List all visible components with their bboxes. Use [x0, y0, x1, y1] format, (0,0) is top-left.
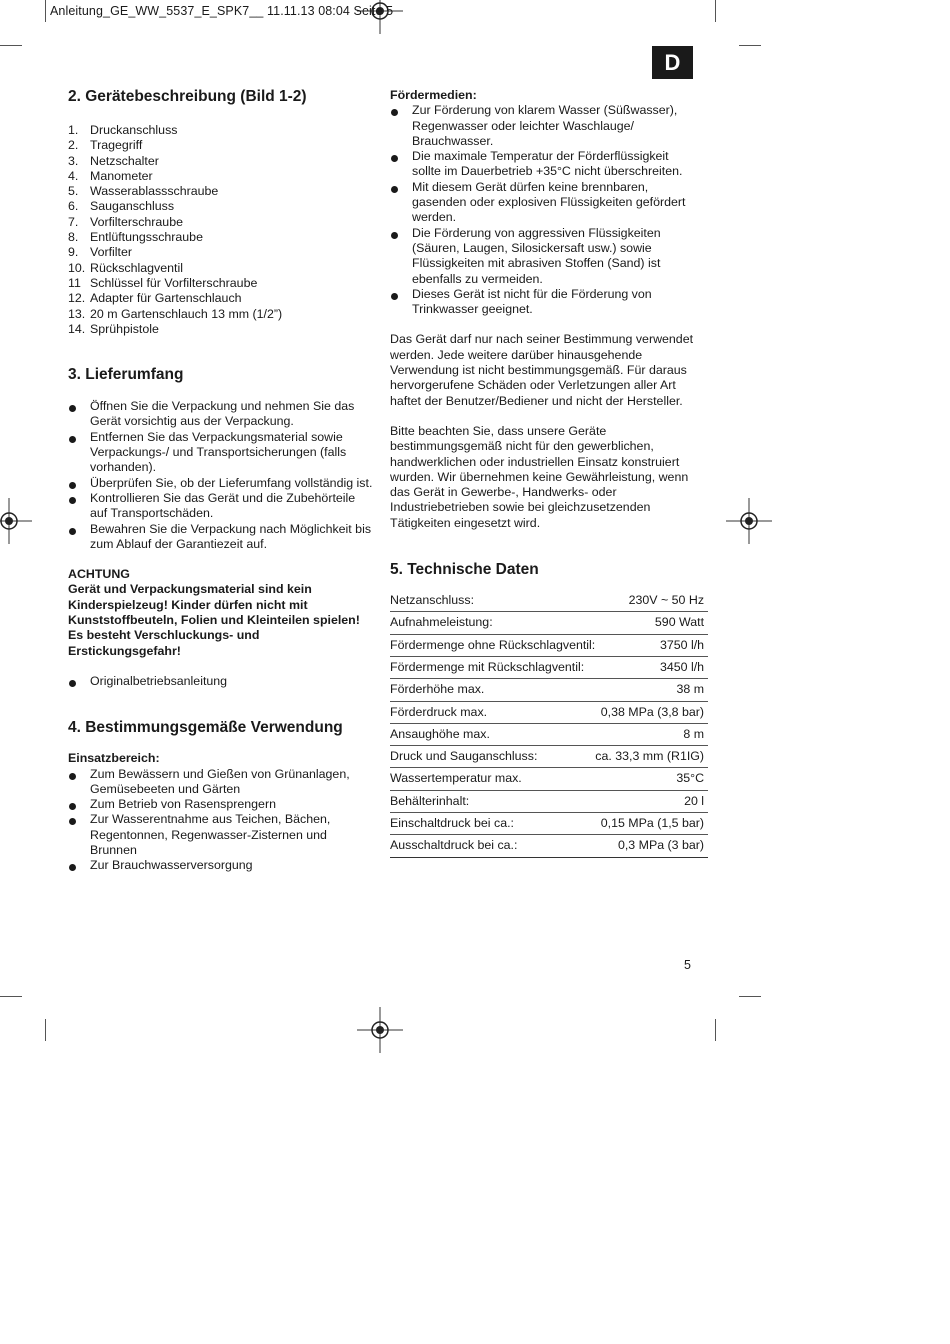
- table-row: [390, 746, 708, 768]
- list-item: [68, 291, 373, 306]
- item-number: 7.: [68, 214, 79, 229]
- list-item: Mit diesem Gerät dürfen keine brennbaren, gasenden oder explosiven Flüssigkeiten gefördert werden.: [390, 180, 694, 226]
- crop-mark: [0, 45, 22, 46]
- list-item: [68, 276, 373, 291]
- item-number: 3.: [68, 153, 79, 168]
- item-label: Schlüssel für Vorfilterschraube: [90, 275, 258, 290]
- spec-value: 35°C: [595, 768, 708, 790]
- item-label: Tragegriff: [90, 138, 143, 153]
- item-number: 14.: [68, 321, 86, 336]
- item-label: Vorfilterschraube: [90, 214, 183, 229]
- page-number: 5: [684, 958, 691, 972]
- list-item: [68, 169, 373, 184]
- spec-value: 0,3 MPa (3 bar): [595, 835, 708, 857]
- item-label: Rückschlagventil: [90, 260, 183, 275]
- item-label: Druckanschluss: [90, 123, 178, 137]
- list-item: Die Förderung von aggressiven Flüssigkeiten (Säuren, Laugen, Silosickersaft usw.) sowie Flüssigkeiten mit abrasiven Stoffen (Sand) ist ebenfalls zu vermeiden.: [390, 226, 694, 287]
- list-item: Dieses Gerät ist nicht für die Förderung von Trinkwasser geeignet.: [390, 287, 694, 318]
- table-row: [390, 701, 708, 723]
- paragraph: Das Gerät darf nur nach seiner Bestimmung verwendet werden. Jede weitere darüber hinausgehende Verwendung ist nicht bestimmungsgemäß. Für daraus hervorgerufene Schäden oder Verletzungen aller Art haftet der Benutzer/Bediener und nicht der Hersteller.: [390, 332, 694, 408]
- subsection-title: Einsatzbereich:: [68, 751, 160, 766]
- language-badge: D: [652, 46, 693, 79]
- spec-value: 590 Watt: [595, 612, 708, 634]
- table-row: [390, 590, 708, 612]
- spec-value: ca. 33,3 mm (R1IG): [595, 746, 708, 768]
- crop-mark: [45, 1019, 46, 1041]
- table-row: [390, 768, 708, 790]
- list-item: Entfernen Sie das Verpackungsmaterial sowie Verpackungs-/ und Transportsicherungen (falls vorhanden).: [68, 430, 373, 476]
- table-row: [390, 679, 708, 701]
- spec-value: 8 m: [595, 723, 708, 745]
- warning-title: ACHTUNG: [68, 567, 130, 582]
- left-column: [68, 88, 373, 874]
- section-title: 2. Gerätebeschreibung (Bild 1-2): [68, 88, 307, 105]
- spec-value: 38 m: [595, 679, 708, 701]
- list-item: Überprüfen Sie, ob der Lieferumfang vollständig ist.: [68, 476, 373, 491]
- spec-value: 0,38 MPa (3,8 bar): [595, 701, 708, 723]
- spec-value: 230V ~ 50 Hz: [595, 590, 708, 612]
- table-row: [390, 723, 708, 745]
- spec-label: Förderhöhe max.: [390, 679, 595, 701]
- item-number: 6.: [68, 199, 79, 214]
- spec-label: Druck und Sauganschluss:: [390, 746, 595, 768]
- item-number: 5.: [68, 184, 79, 199]
- list-item: [68, 245, 373, 260]
- spec-label: Fördermenge ohne Rückschlagventil:: [390, 634, 595, 656]
- list-item: [68, 215, 373, 230]
- spec-value: 0,15 MPa (1,5 bar): [595, 812, 708, 834]
- registration-mark-icon: [357, 1007, 403, 1053]
- registration-mark-icon: [0, 498, 32, 544]
- list-item: [68, 154, 373, 169]
- item-label: Adapter für Gartenschlauch: [90, 291, 242, 306]
- spec-label: Behälterinhalt:: [390, 790, 595, 812]
- list-item: [68, 184, 373, 199]
- item-label: Netzschalter: [90, 153, 159, 168]
- list-item: Zur Wasserentnahme aus Teichen, Bächen, Regentonnen, Regenwasser-Zisternen und Brunnen: [68, 812, 373, 858]
- spec-value: 3750 l/h: [595, 634, 708, 656]
- section-title: 3. Lieferumfang: [68, 366, 184, 384]
- usage-list: [68, 767, 373, 874]
- item-number: 11: [68, 275, 81, 290]
- list-item: [68, 123, 373, 138]
- table-row: [390, 612, 708, 634]
- item-number: 12.: [68, 291, 86, 306]
- spec-label: Wassertemperatur max.: [390, 768, 595, 790]
- spec-label: Förderdruck max.: [390, 701, 595, 723]
- list-item: [68, 307, 373, 322]
- item-label: Sprühpistole: [90, 321, 159, 336]
- table-row: [390, 812, 708, 834]
- crop-mark: [715, 1019, 716, 1041]
- item-label: Sauganschluss: [90, 199, 175, 214]
- spec-label: Ansaughöhe max.: [390, 723, 595, 745]
- list-item: Zum Betrieb von Rasensprengern: [68, 797, 373, 812]
- list-item: Bewahren Sie die Verpackung nach Möglichkeit bis zum Ablauf der Garantiezeit auf.: [68, 522, 373, 553]
- list-item: Öffnen Sie die Verpackung und nehmen Sie das Gerät vorsichtig aus der Verpackung.: [68, 399, 373, 430]
- spec-label: Fördermenge mit Rückschlagventil:: [390, 656, 595, 678]
- list-item: Kontrollieren Sie das Gerät und die Zubehörteile auf Transportschäden.: [68, 491, 373, 522]
- list-item: Die maximale Temperatur der Förderflüssigkeit sollte im Dauerbetrieb +35°C nicht überschreiten.: [390, 149, 694, 180]
- section-title: 4. Bestimmungsgemäße Verwendung: [68, 719, 343, 737]
- list-item: Originalbetriebsanleitung: [68, 674, 373, 689]
- registration-mark-icon: [726, 498, 772, 544]
- item-label: 20 m Gartenschlauch 13 mm (1/2”): [90, 306, 283, 321]
- spec-label: Ausschaltdruck bei ca.:: [390, 835, 595, 857]
- manual-list: [68, 674, 373, 689]
- list-item: Zur Brauchwasserversorgung: [68, 858, 373, 873]
- media-list: [390, 103, 694, 317]
- paragraph: Bitte beachten Sie, dass unsere Geräte bestimmungsgemäß nicht für den gewerblichen, handwerklichen oder industriellen Einsatz konstruiert wurden. Wir übernehmen keine Gewährleistung, wenn das Gerät in Gewerbe-, Handwerks- oder Industriebetrieben sowie bei gleichzusetzenden Tätigkeiten eingesetzt wird.: [390, 423, 689, 530]
- right-column: [390, 88, 705, 858]
- item-number: 2.: [68, 138, 79, 153]
- list-item: [68, 230, 373, 245]
- item-number: 4.: [68, 168, 79, 183]
- spec-value: 3450 l/h: [595, 656, 708, 678]
- crop-mark: [715, 0, 716, 22]
- crop-mark: [739, 45, 761, 46]
- item-number: 8.: [68, 230, 79, 245]
- item-number: 9.: [68, 245, 79, 260]
- table-row: [390, 790, 708, 812]
- list-item: Zum Bewässern und Gießen von Grünanlagen, Gemüsebeeten und Gärten: [68, 767, 373, 798]
- item-number: 1.: [68, 123, 79, 137]
- table-row: [390, 634, 708, 656]
- parts-list: [68, 123, 373, 337]
- item-number: 10.: [68, 260, 86, 275]
- crop-mark: [45, 0, 46, 22]
- subsection-title: Fördermedien:: [390, 88, 477, 102]
- tech-data-table: [390, 590, 708, 858]
- table-row: [390, 835, 708, 857]
- list-item: Zur Förderung von klarem Wasser (Süßwasser), Regenwasser oder leichter Waschlauge/ Brauchwasser.: [390, 103, 694, 149]
- item-label: Vorfilter: [90, 245, 133, 260]
- delivery-list: [68, 399, 373, 552]
- spec-label: Aufnahmeleistung:: [390, 612, 595, 634]
- item-label: Manometer: [90, 168, 153, 183]
- section-title: 5. Technische Daten: [390, 561, 539, 579]
- spec-value: 20 l: [595, 790, 708, 812]
- item-label: Wasserablassschraube: [90, 184, 219, 199]
- item-number: 13.: [68, 306, 86, 321]
- warning-text: Gerät und Verpackungsmaterial sind kein Kinderspielzeug! Kinder dürfen nicht mit Kunststoffbeuteln, Folien und Kleinteilen spielen! Es besteht Verschluckungs- und Erstickungsgefahr!: [68, 582, 360, 658]
- list-item: [68, 322, 373, 337]
- item-label: Entlüftungsschraube: [90, 230, 203, 245]
- spec-label: Einschaltdruck bei ca.:: [390, 812, 595, 834]
- crop-mark: [739, 996, 761, 997]
- table-row: [390, 656, 708, 678]
- list-item: [68, 261, 373, 276]
- list-item: [68, 199, 373, 214]
- spec-label: Netzanschluss:: [390, 590, 595, 612]
- list-item: [68, 138, 373, 153]
- crop-mark: [0, 996, 22, 997]
- print-header: Anleitung_GE_WW_5537_E_SPK7__ 11.11.13 08:04 Seite 5: [50, 4, 394, 18]
